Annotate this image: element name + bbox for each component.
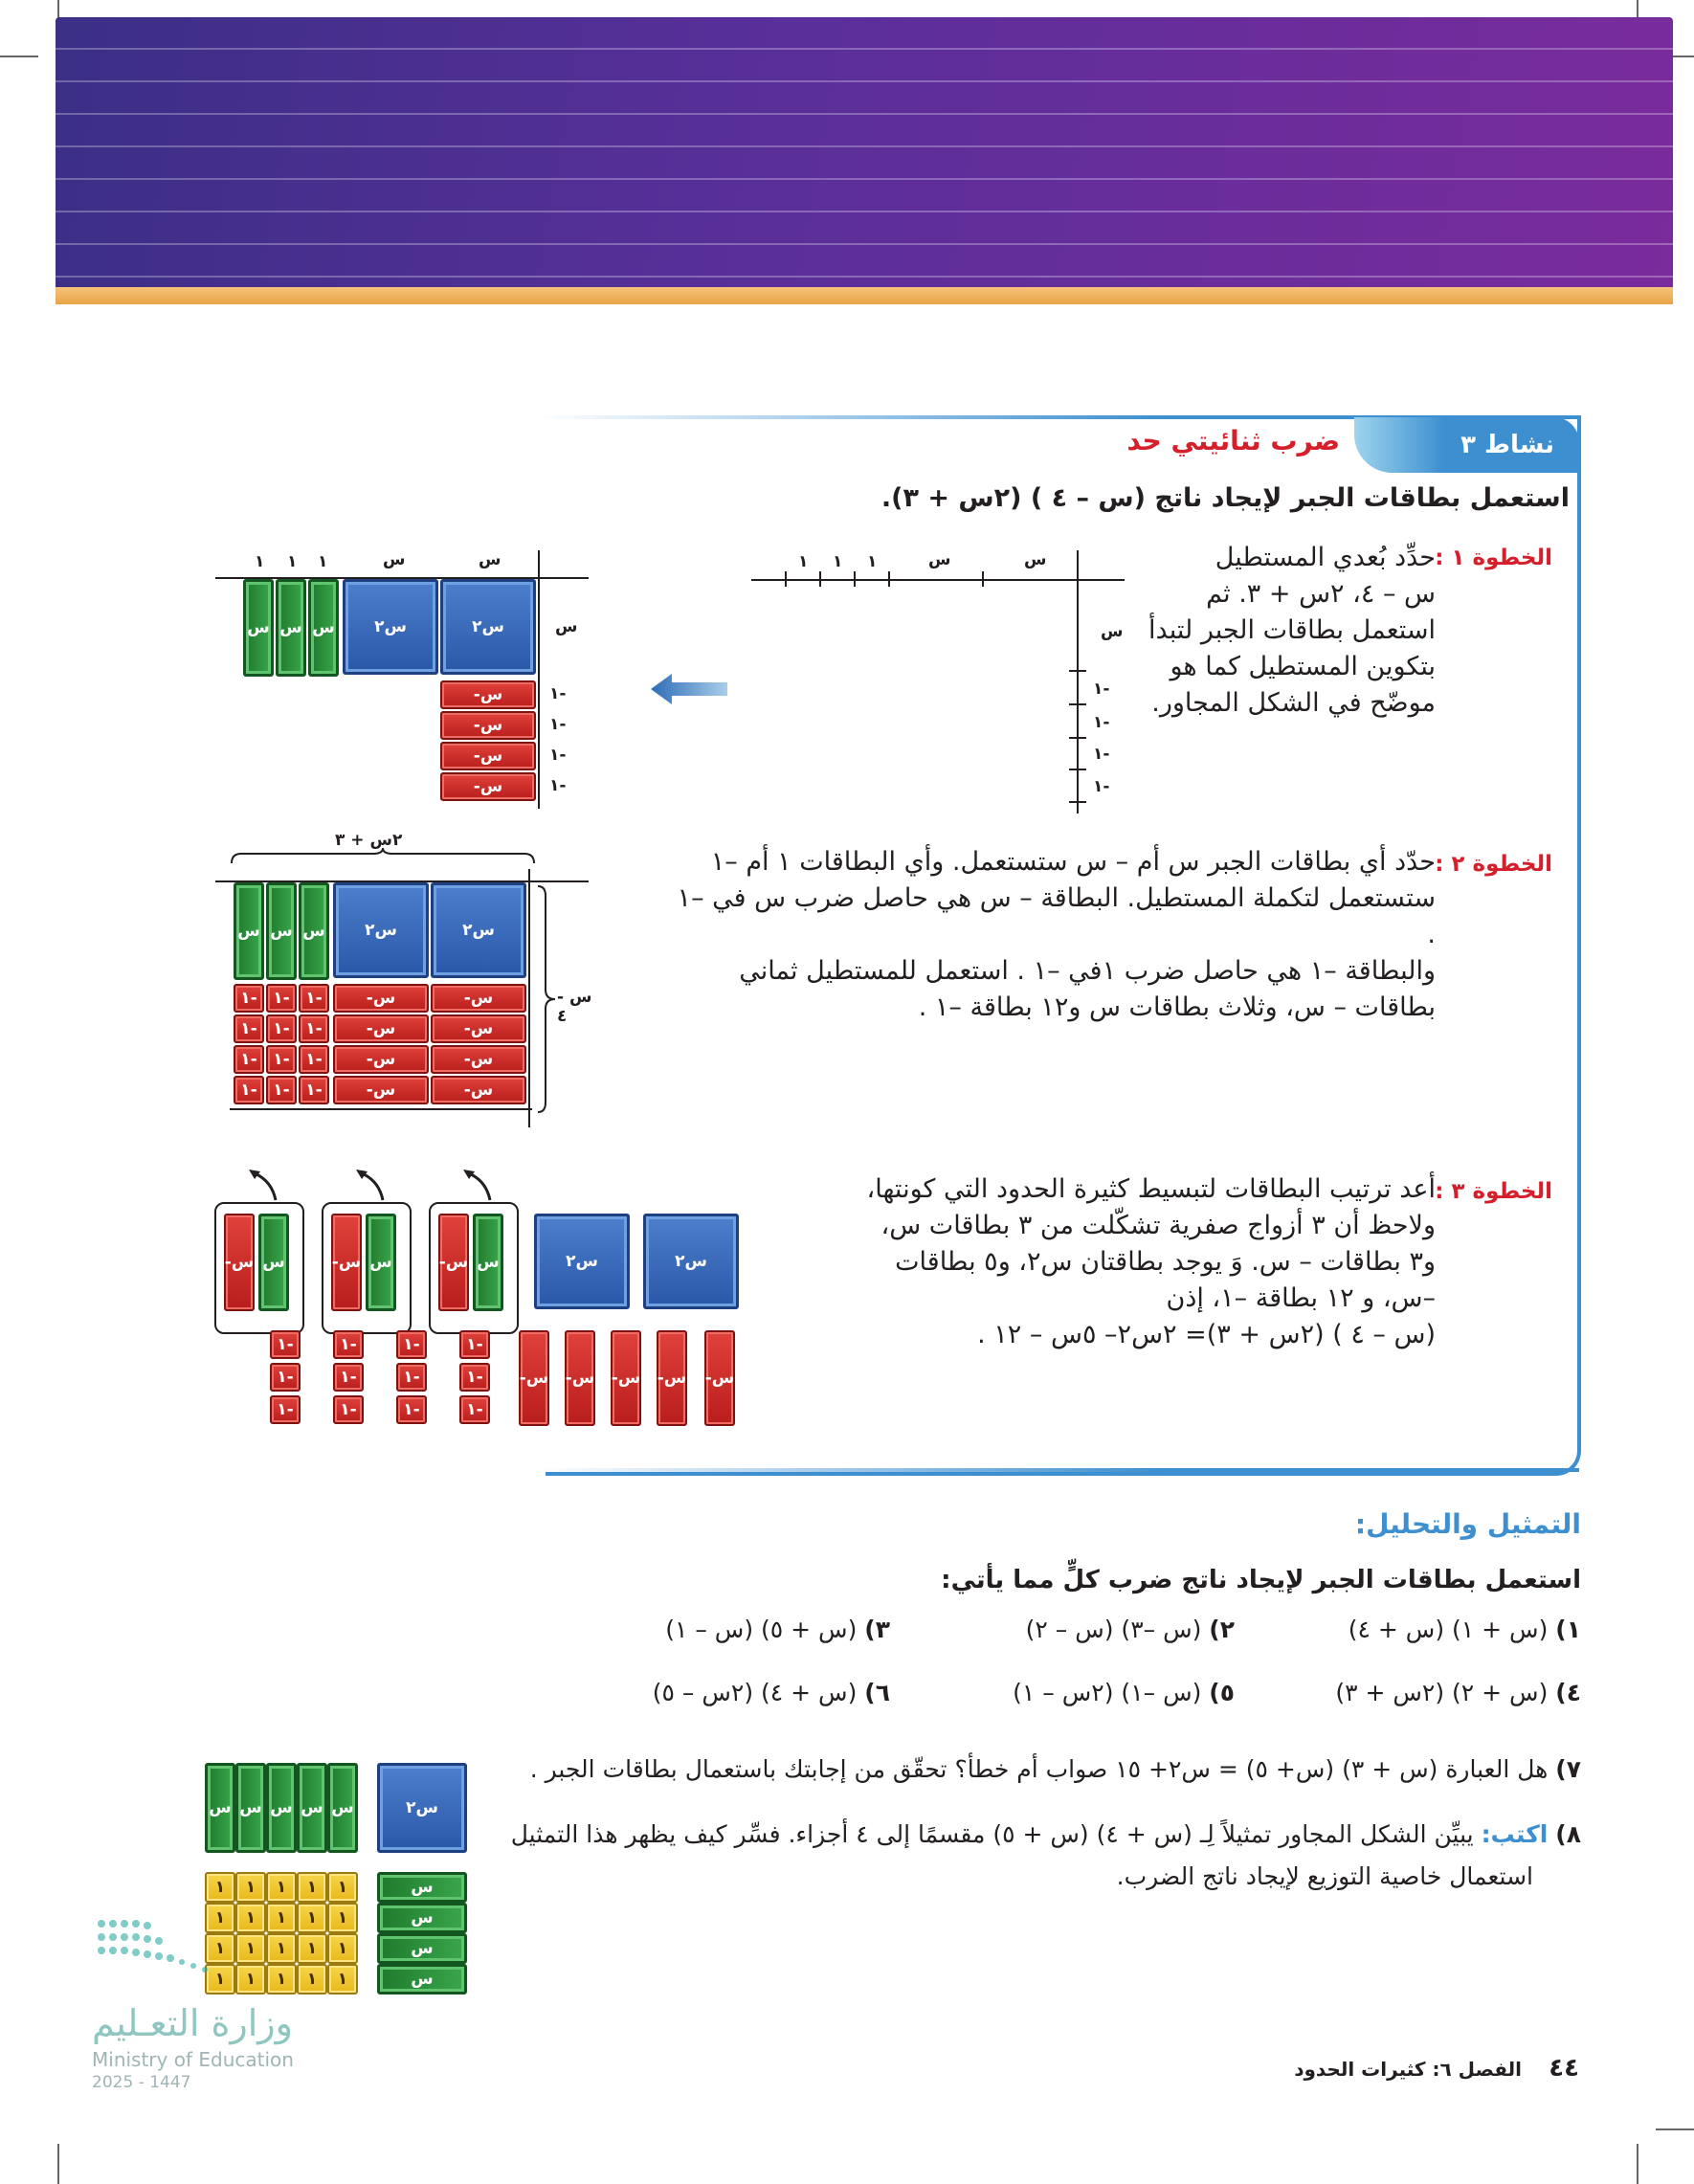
neg-one-tile: ١-: [333, 1395, 364, 1424]
chapter-title: الفصل ٦: كثيرات الحدود: [1294, 2058, 1522, 2081]
question-number: ٨): [1555, 1820, 1581, 1848]
arrow-left-icon: [651, 670, 727, 708]
neg-one-tile: ١-: [299, 1045, 329, 1074]
one-tile: ١: [205, 1903, 235, 1933]
analysis-instruction: استعمل بطاقات الجبر لإيجاد ناتج ضرب كلٍّ مما يأتي:: [941, 1566, 1581, 1594]
write-label: اكتب:: [1481, 1820, 1549, 1848]
x-tile: س: [243, 579, 274, 677]
one-tile: ١: [266, 1964, 297, 1995]
axis-label-neg-one: ١-: [1093, 745, 1110, 764]
exercise-number: ٤): [1555, 1679, 1581, 1706]
neg-one-tile: ١-: [396, 1330, 427, 1359]
x2-tile: س٢: [431, 882, 526, 978]
neg-x-tile: -س: [431, 1045, 526, 1074]
step3-line: ولاحظ أن ٣ أزواج صفرية تشكّلت من ٣ بطاقات س،: [880, 1211, 1436, 1240]
question-7: [500, 1753, 1581, 1786]
exercise-expression: (س + ٢) (٢س + ٣): [1335, 1679, 1549, 1706]
neg-x-tile: -س: [333, 984, 429, 1013]
x-tile: س: [473, 1214, 503, 1311]
neg-x-tile: -س: [333, 1014, 429, 1043]
ministry-year: 2025 - 1447: [92, 2073, 191, 2092]
question-8: [500, 1818, 1581, 1851]
neg-x-tile: -س: [611, 1330, 641, 1426]
exercise-item: [1256, 1614, 1581, 1646]
question-text: هل العبارة (س + ٣) (س+ ٥) = س٢+ ١٥ صواب أم خطأ؟ تحقّق من إجابتك باستعمال بطاقات الجبر .: [529, 1755, 1549, 1783]
neg-x-tile: -س: [657, 1330, 687, 1426]
neg-x-tile: -س: [431, 984, 526, 1013]
neg-x-tile: -س: [333, 1076, 429, 1104]
x-tile: س: [205, 1763, 235, 1853]
neg-one-tile: ١-: [234, 1045, 264, 1074]
analysis-heading: التمثيل والتحليل:: [1354, 1508, 1581, 1540]
question-text: يبيِّن الشكل المجاور تمثيلاً لِـ (س + ٤) (س + ٥) مقسمًا إلى ٤ أجزاء. فسِّر كيف يظهر هذا التمثيل: [510, 1820, 1474, 1848]
crop-mark: [0, 56, 38, 57]
x-tile: س: [377, 1964, 467, 1995]
axis-label-neg-one: ١-: [549, 776, 567, 795]
neg-x-tile: -س: [331, 1214, 362, 1311]
neg-one-tile: ١-: [270, 1330, 301, 1359]
x2-tile: س٢: [440, 579, 536, 675]
activity-intro: استعمل بطاقات الجبر لإيجاد ناتج (س – ٤ ) (٢س + ٣).: [880, 483, 1570, 513]
x-tile: س: [366, 1214, 396, 1311]
question-8-line2: استعمال خاصية التوزيع لإيجاد ناتج الضرب.: [1116, 1862, 1533, 1890]
axis-label-neg-one: ١-: [549, 715, 567, 734]
neg-one-tile: ١-: [234, 1076, 264, 1104]
x2-tile: س٢: [343, 579, 438, 675]
question-number: ٧): [1555, 1755, 1581, 1783]
axis-label-x: س: [479, 550, 502, 569]
x2-tile: س٢: [377, 1763, 467, 1853]
neg-one-tile: ١-: [266, 1076, 297, 1104]
exercise-item: [928, 1677, 1235, 1709]
neg-one-tile: ١-: [459, 1395, 490, 1424]
x-tile: س: [297, 1763, 327, 1853]
axis-label-x: س: [928, 550, 951, 569]
one-tile: ١: [235, 1872, 266, 1903]
one-tile: ١: [266, 1933, 297, 1964]
x-tile: س: [234, 882, 264, 980]
axis-label-neg-one: ١-: [549, 684, 567, 703]
one-tile: ١: [327, 1933, 358, 1964]
step2-label: الخطوة ٢ :: [1435, 852, 1552, 877]
neg-x-tile: -س: [440, 680, 536, 709]
neg-x-tile: -س: [431, 1014, 526, 1043]
step1-text: [1120, 540, 1436, 722]
one-tile: ١: [266, 1903, 297, 1933]
neg-one-tile: ١-: [266, 1014, 297, 1043]
one-tile: ١: [297, 1872, 327, 1903]
exercise-number: ٣): [864, 1616, 890, 1643]
x-tile: س: [235, 1763, 266, 1853]
step3-line: –س، و ١٢ بطاقة –١، إذن: [1166, 1283, 1436, 1313]
ministry-name-ar: وزارة التعـليم: [92, 2002, 294, 2044]
neg-one-tile: ١-: [396, 1363, 427, 1392]
crop-mark: [57, 2144, 59, 2184]
axis-label-neg-one: ١-: [1093, 713, 1110, 732]
ministry-name-en: Ministry of Education: [92, 2048, 294, 2071]
axis-label-neg-one: ١-: [1093, 777, 1110, 796]
x2-tile: س٢: [534, 1214, 630, 1309]
one-tile: ١: [297, 1933, 327, 1964]
dimension-top-label: ٢س + ٣: [335, 831, 403, 850]
one-tile: ١: [327, 1903, 358, 1933]
one-tile: ١: [235, 1964, 266, 1995]
axis-label-one: ١: [287, 552, 298, 571]
one-tile: ١: [235, 1903, 266, 1933]
crop-mark: [1656, 2128, 1694, 2130]
x-tile: س: [308, 579, 339, 677]
exercise-expression: (س + ٤) (٢س – ٥): [652, 1679, 858, 1706]
neg-one-tile: ١-: [459, 1363, 490, 1392]
activity-bottom-border: [536, 1468, 1579, 1472]
neg-one-tile: ١-: [299, 984, 329, 1013]
neg-x-tile: -س: [440, 711, 536, 740]
axis-label-x: س: [1101, 622, 1124, 641]
one-tile: ١: [327, 1872, 358, 1903]
remove-arrow-icon: [230, 1166, 546, 1204]
axis-label-x: س: [1024, 550, 1047, 569]
exercise-expression: (س + ١) (س + ٤): [1348, 1616, 1549, 1643]
banner-edge: [56, 287, 1673, 304]
exercise-number: ٦): [864, 1679, 890, 1706]
neg-x-tile: -س: [333, 1045, 429, 1074]
neg-x-tile: -س: [224, 1214, 255, 1311]
exercise-number: ٥): [1209, 1679, 1235, 1706]
x-tile: س: [299, 882, 329, 980]
neg-one-tile: ١-: [396, 1395, 427, 1424]
one-tile: ١: [266, 1872, 297, 1903]
one-tile: ١: [297, 1903, 327, 1933]
step1-label: الخطوة ١ :: [1435, 546, 1552, 570]
exercise-number: ١): [1555, 1616, 1581, 1643]
step1-axis-diagram: [747, 550, 1129, 818]
x-tile: س: [327, 1763, 358, 1853]
one-tile: ١: [235, 1933, 266, 1964]
neg-one-tile: ١-: [333, 1363, 364, 1392]
x-tile: س: [266, 1763, 297, 1853]
exercise-number: ٢): [1209, 1616, 1235, 1643]
step2-tile-figure: [211, 831, 593, 1127]
step3-line: أعد ترتيب البطاقات لتبسيط كثيرة الحدود التي كونتها،: [866, 1174, 1436, 1204]
one-tile: ١: [205, 1872, 235, 1903]
neg-one-tile: ١-: [270, 1363, 301, 1392]
step3-line: (س – ٤ ) (٢س + ٣)= ٢س٢– ٥س – ١٢ .: [977, 1320, 1436, 1349]
step1-line: استعمل بطاقات الجبر لتبدأ: [1148, 615, 1436, 645]
axis-label-neg-one: ١-: [1093, 680, 1110, 699]
step1-tile-figure: [211, 550, 593, 818]
neg-x-tile: -س: [440, 772, 536, 801]
one-tile: ١: [205, 1933, 235, 1964]
neg-x-tile: -س: [519, 1330, 549, 1426]
step2-line: بطاقات – س، وثلاث بطاقات س و١٢ بطاقة –١ .: [918, 992, 1436, 1022]
step2-line: والبطاقة –١ هي حاصل ضرب ١في –١ . استعمل للمستطيل ثماني: [739, 956, 1436, 986]
axis-label-x: س: [383, 550, 406, 569]
step2-line: حدّد أي بطاقات الجبر س أم – س ستستعمل. وأي البطاقات ١ أم –١: [710, 847, 1436, 877]
step3-text: [842, 1171, 1436, 1353]
step1-line: س – ٤، ٢س + ٣. ثم: [1206, 579, 1436, 609]
exercise-item: [603, 1677, 890, 1709]
step2-text: [670, 844, 1436, 1026]
axis-label-one: ١: [867, 552, 878, 571]
one-tile: ١: [205, 1964, 235, 1995]
x-tile: س: [377, 1872, 467, 1903]
step1-line: موضّح في الشكل المجاور.: [1151, 688, 1436, 718]
neg-x-tile: -س: [704, 1330, 735, 1426]
step2-line: ستستعمل لتكملة المستطيل. البطاقة – س هي حاصل ضرب س في –١ .: [677, 883, 1436, 949]
page-number: ٤٤: [1549, 2054, 1579, 2083]
neg-x-tile: -س: [565, 1330, 595, 1426]
axis-label-one: ١: [798, 552, 809, 571]
x-tile: س: [377, 1933, 467, 1964]
neg-one-tile: ١-: [333, 1330, 364, 1359]
x-tile: س: [377, 1903, 467, 1933]
exercise-expression: (س –١) (٢س – ١): [1013, 1679, 1202, 1706]
neg-one-tile: ١-: [234, 1014, 264, 1043]
axis-label-neg-one: ١-: [549, 746, 567, 765]
axis-label-x: س: [555, 617, 578, 636]
step1-line: حدِّد بُعدي المستطيل: [1215, 543, 1436, 572]
step3-line: و٣ بطاقات – س. وَ يوجد بطاقتان س٢، و٥ بطاقات: [895, 1247, 1436, 1277]
x2-tile: س٢: [643, 1214, 739, 1309]
neg-x-tile: -س: [438, 1214, 469, 1311]
exercise-item: [603, 1614, 890, 1646]
x-tile: س: [276, 579, 306, 677]
x-tile: س: [266, 882, 297, 980]
neg-one-tile: ١-: [266, 1045, 297, 1074]
neg-one-tile: ١-: [234, 984, 264, 1013]
neg-one-tile: ١-: [299, 1014, 329, 1043]
header-banner: [56, 17, 1673, 304]
neg-x-tile: -س: [431, 1076, 526, 1104]
step3-label: الخطوة ٣ :: [1435, 1179, 1552, 1204]
neg-one-tile: ١-: [299, 1076, 329, 1104]
activity-tab: نشاط ٣: [1354, 417, 1579, 473]
exercise-item: [1256, 1677, 1581, 1709]
exercise-expression: (س –٣) (س – ٢): [1025, 1616, 1202, 1643]
exercise-expression: (س + ٥) (س – ١): [665, 1616, 858, 1643]
neg-one-tile: ١-: [459, 1330, 490, 1359]
axis-label-one: ١: [833, 552, 843, 571]
exercise-item: [967, 1614, 1235, 1646]
axis-label-one: ١: [318, 552, 328, 571]
ministry-logo-icon: [92, 1914, 312, 2000]
one-tile: ١: [297, 1964, 327, 1995]
x-tile: س: [258, 1214, 289, 1311]
neg-x-tile: -س: [440, 742, 536, 770]
step1-line: بتكوين المستطيل كما هو: [1170, 652, 1436, 681]
crop-mark: [1637, 2144, 1638, 2184]
step3-tile-figure: [211, 1166, 747, 1434]
neg-one-tile: ١-: [266, 984, 297, 1013]
x2-tile: س٢: [333, 882, 429, 978]
dimension-side-label: س - ٤: [557, 988, 592, 1026]
activity-title: ضرب ثنائيتي حد: [1126, 425, 1340, 457]
neg-one-tile: ١-: [270, 1395, 301, 1424]
one-tile: ١: [327, 1964, 358, 1995]
axis-label-one: ١: [255, 552, 265, 571]
